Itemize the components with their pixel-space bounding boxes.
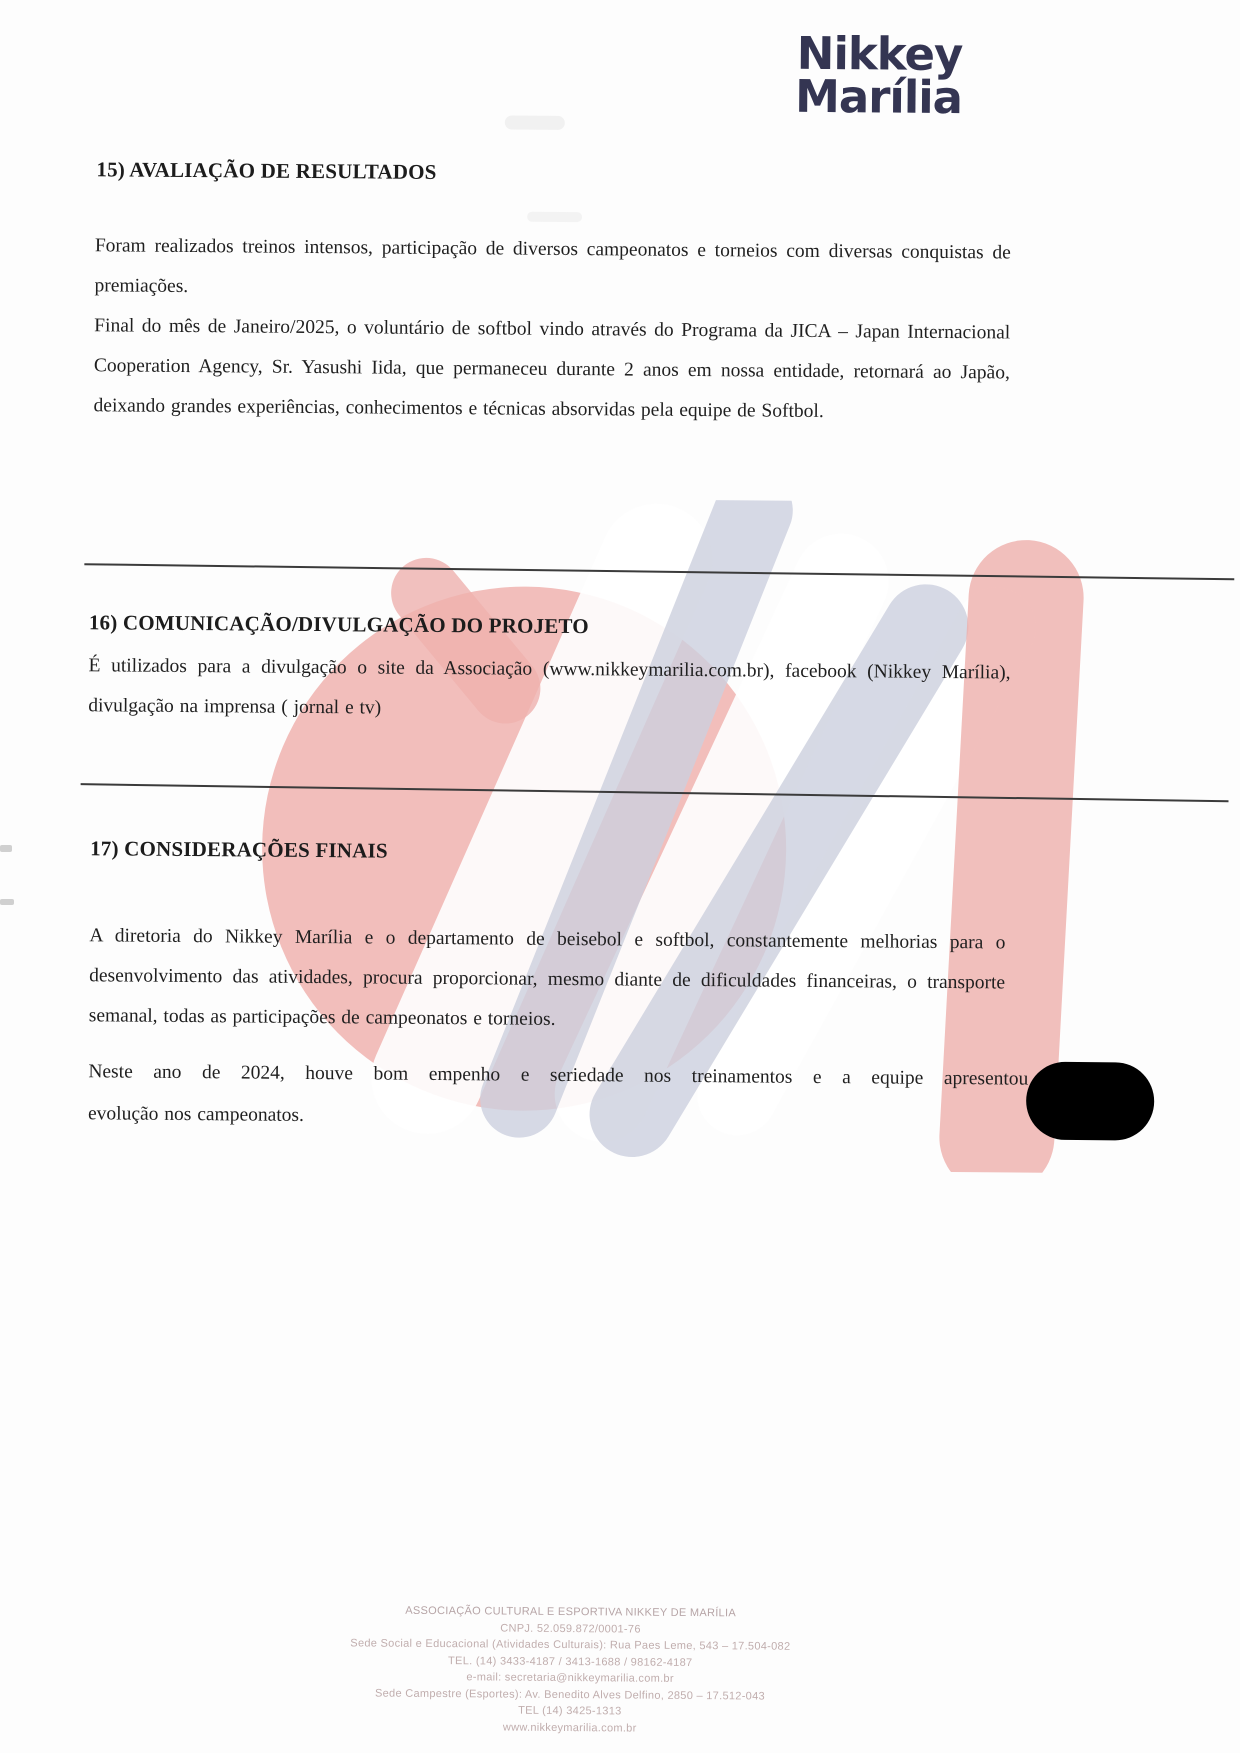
section-17-heading: 17) CONSIDERAÇÕES FINAIS [90,836,388,863]
section-16-body [88,646,1011,733]
scan-artifact [0,845,12,852]
section-17-last-line: evolução nos campeonatos. [87,1103,305,1126]
footer [0,1599,1153,1740]
footer-phone-1: TEL. (14) 3433-4187 / 3413-1688 / 98162-4187 [448,1654,693,1669]
logo-line-1: Nikkey [796,26,963,82]
section-17-line-redacted: Neste ano de 2024, houve bom empenho e seriedade nos treinamentos e a equipe apresentou [88,1061,1029,1090]
section-17-body [89,916,1006,1043]
footer-address-campestre: Sede Campestre (Esportes): Av. Benedito Alves Delfino, 2850 – 17.512-043 [374,1687,765,1703]
section-15-paragraph-1: Foram realizados treinos intensos, participação de diversos campeonatos e torneios com diversas conquistas de premiações. [94,235,1011,298]
footer-cnpj: CNPJ. 52.059.872/0001-76 [500,1622,641,1636]
section-15-body [93,226,1011,433]
scan-smudge [527,212,582,222]
section-16-paragraph-1: É utilizados para a divulgação o site da Associação (www.nikkeymarilia.com.br), facebook (Nikkey Marília), divulgação na imprensa ( jornal e tv) [88,655,1011,719]
section-15-paragraph-2: Final do mês de Janeiro/2025, o voluntário de softbol vindo através do Programa da JICA – Japan Internacional Cooperation Agency, Sr. Yasushi Iida, que permaneceu durante 2 anos em nossa entidade, retornará ao Japão, deixando grandes experiências, conhecimentos e técnicas absorvidas pela equipe de Softbol. [93,315,1011,423]
footer-phone-2: TEL (14) 3425-1313 [518,1704,622,1718]
logo-line-2: Marília [794,69,963,125]
section-15-heading: 15) AVALIAÇÃO DE RESULTADOS [96,157,437,184]
footer-email: e-mail: secretaria@nikkeymarilia.com.br [466,1671,674,1685]
footer-website: www.nikkeymarilia.com.br [502,1721,637,1735]
footer-association-name: ASSOCIAÇÃO CULTURAL E ESPORTIVA NIKKEY DE MARÍLIA [405,1604,737,1620]
redaction-oval [1026,1062,1155,1141]
section-17-paragraph-1: A diretoria do Nikkey Marília e o departamento de beisebol e softbol, constantemente melhorias para o desenvolvimento das atividades, procura proporcionar, mesmo diante de dificuldades financeiras, o transporte semanal, todas as participações de campeonatos e torneios. [88,925,1006,1030]
scan-artifact [0,899,14,905]
section-16-heading: 16) COMUNICAÇÃO/DIVULGAÇÃO DO PROJETO [88,610,589,639]
nikkey-marilia-logo [794,26,963,125]
scan-smudge [505,115,565,129]
footer-address-social: Sede Social e Educacional (Atividades Culturais): Rua Paes Leme, 543 – 17.504-082 [350,1637,791,1653]
